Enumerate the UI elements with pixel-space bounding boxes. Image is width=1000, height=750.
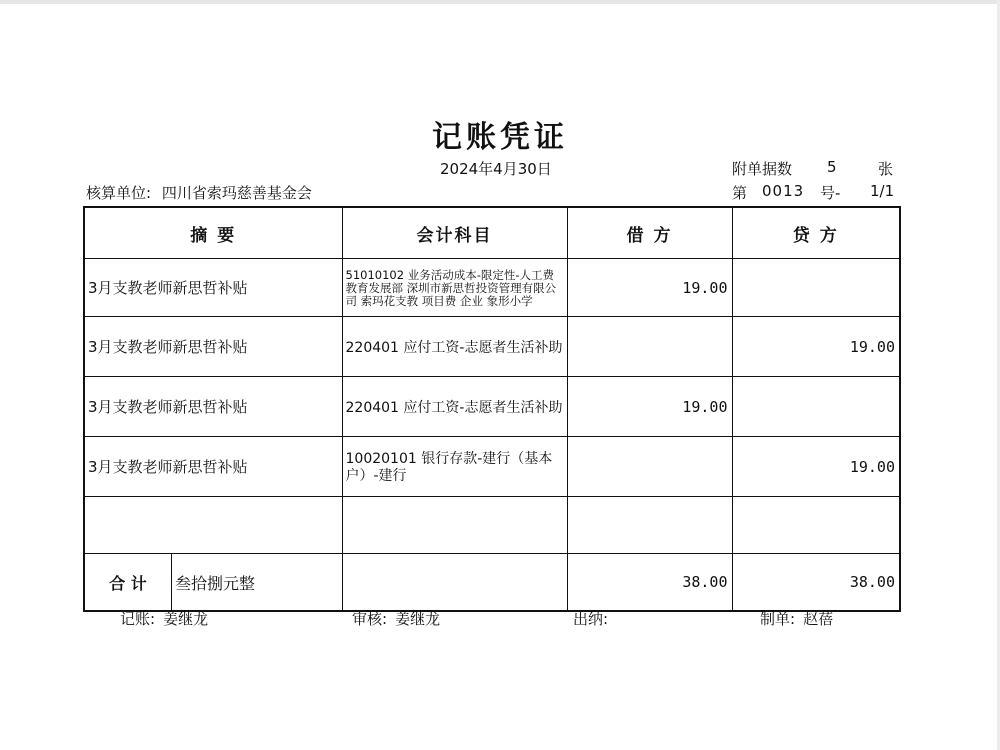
row-debit (567, 317, 732, 377)
empty-cell (342, 497, 567, 554)
empty-cell (732, 497, 900, 554)
total-amount-words: 叁拾捌元整 (175, 573, 256, 593)
row-debit (567, 437, 732, 497)
table-row (84, 377, 900, 437)
row-debit: 19.00 (567, 377, 732, 437)
cashier (573, 608, 616, 629)
row-summary: 3月支教老师新思哲补贴 (84, 377, 342, 437)
row-account: 220401 应付工资-志愿者生活补助 (342, 377, 567, 437)
total-credit: 38.00 (732, 554, 900, 612)
row-debit: 19.00 (567, 259, 732, 317)
table-header (84, 207, 900, 259)
total-label: 合 计 (85, 554, 172, 610)
row-summary: 3月支教老师新思哲补贴 (84, 437, 342, 497)
bookkeeper-name: 姜继龙 (163, 610, 209, 628)
row-summary: 3月支教老师新思哲补贴 (84, 317, 342, 377)
cashier-label: 出纳: (573, 610, 609, 628)
voucher-table (83, 206, 901, 612)
header-summary: 摘 要 (84, 207, 342, 259)
preparer-name: 赵蓓 (803, 610, 834, 628)
header-debit: 借 方 (567, 207, 732, 259)
bookkeeper-label: 记账: (120, 610, 156, 628)
row-account: 10020101 银行存款-建行（基本户）-建行 (342, 437, 567, 497)
attachments-label: 附单据数 (732, 160, 793, 178)
empty-row (84, 497, 900, 554)
header-account: 会计科目 (342, 207, 567, 259)
header-credit: 贷 方 (732, 207, 900, 259)
total-row (84, 554, 900, 612)
row-credit: 19.00 (732, 317, 900, 377)
attachments-count: 5 (827, 158, 837, 176)
row-summary: 3月支教老师新思哲补贴 (84, 259, 342, 317)
org-name: 四川省索玛慈善基金会 (161, 184, 312, 202)
total-account-cell (342, 554, 567, 612)
org-label: 核算单位: (86, 184, 152, 202)
preparer (760, 608, 833, 629)
empty-cell (84, 497, 342, 554)
row-account: 220401 应付工资-志愿者生活补助 (342, 317, 567, 377)
table-row (84, 437, 900, 497)
table-row (84, 317, 900, 377)
row-credit (732, 259, 900, 317)
reviewer-name: 姜继龙 (395, 610, 441, 628)
row-credit: 19.00 (732, 437, 900, 497)
number-value: 0013 (762, 182, 805, 200)
voucher-title: 记账凭证 (432, 120, 568, 155)
total-label-cell (84, 554, 342, 612)
accounting-unit (86, 182, 312, 203)
attachments-unit: 张 (878, 160, 894, 178)
number-prefix: 第 (732, 184, 748, 202)
bookkeeper (120, 608, 208, 629)
number-suffix: 号- (820, 184, 841, 202)
table-row (84, 259, 900, 317)
row-credit (732, 377, 900, 437)
voucher-date: 2024年4月30日 (440, 160, 552, 178)
scan-edge-top (0, 0, 1000, 4)
reviewer-label: 审核: (352, 610, 388, 628)
empty-cell (567, 497, 732, 554)
page-count: 1/1 (870, 182, 895, 200)
total-debit: 38.00 (567, 554, 732, 612)
preparer-label: 制单: (760, 610, 796, 628)
reviewer (352, 608, 440, 629)
row-account: 51010102 业务活动成本-限定性-人工费 教育发展部 深圳市新思哲投资管理有限公司 索玛花支教 项目费 企业 象形小学 (342, 259, 567, 317)
